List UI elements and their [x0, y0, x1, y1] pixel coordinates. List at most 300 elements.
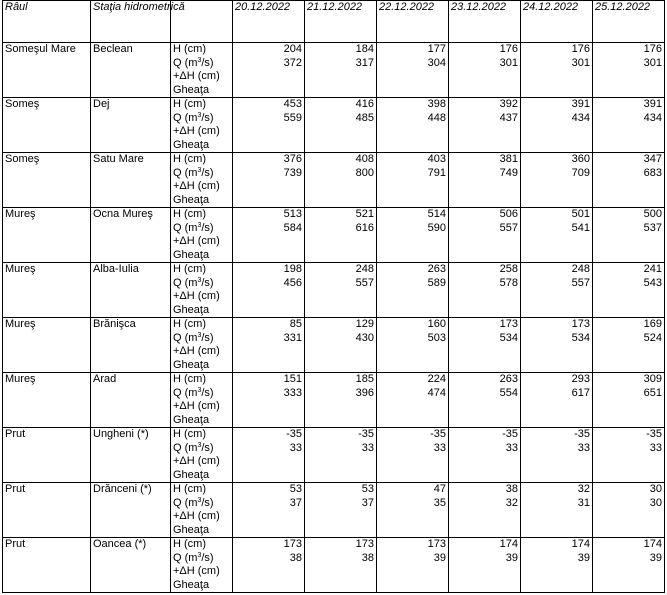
param-q-prefix: Q (m [173, 551, 198, 564]
h-value: 173 [499, 318, 518, 330]
value-cell [593, 43, 665, 98]
value-cell [521, 208, 593, 263]
value-cell [377, 428, 449, 483]
station-cell: Alba-Iulia [91, 263, 171, 318]
value-cell [449, 43, 521, 98]
value-cell [593, 538, 665, 593]
h-value: 391 [643, 98, 662, 110]
q-value: 39 [505, 551, 518, 564]
q-value: 434 [643, 111, 662, 124]
value-cell [233, 208, 305, 263]
param-q-label [173, 552, 230, 566]
station-cell: Brănişca [91, 318, 171, 373]
q-value: 537 [643, 221, 662, 234]
q-value: 485 [355, 111, 374, 124]
q-value: 30 [649, 496, 662, 509]
h-value: 32 [577, 483, 590, 495]
river-cell: Mureş [3, 263, 91, 318]
h-value: 30 [649, 483, 662, 495]
param-q-prefix: Q (m [173, 276, 198, 289]
q-value: 437 [499, 111, 518, 124]
h-value: 53 [361, 483, 374, 495]
value-cell [449, 208, 521, 263]
q-value: 331 [283, 331, 302, 344]
param-ice-label: Gheaţa [173, 413, 210, 426]
value-cell [233, 538, 305, 593]
header-date: 24.12.2022 [521, 1, 593, 43]
q-value: 39 [649, 551, 662, 564]
param-q-label [173, 387, 230, 401]
value-cell [305, 153, 377, 208]
q-value: 557 [355, 276, 374, 289]
param-dh-label: +ΔH (cm) [173, 70, 220, 82]
q-value: 584 [283, 221, 302, 234]
h-value: 453 [283, 98, 302, 110]
param-h-label: H (cm) [173, 428, 206, 440]
river-cell: Prut [3, 428, 91, 483]
value-cell [521, 373, 593, 428]
value-cell [449, 263, 521, 318]
header-date: 25.12.2022 [593, 1, 665, 43]
table-row [3, 153, 665, 208]
value-cell [233, 98, 305, 153]
station-cell: Drănceni (*) [91, 483, 171, 538]
value-cell [305, 208, 377, 263]
q-value: 38 [289, 551, 302, 564]
param-cell [171, 318, 233, 373]
q-value: 557 [571, 276, 590, 289]
q-value: 800 [355, 166, 374, 179]
table-row [3, 43, 665, 98]
q-value: 616 [355, 221, 374, 234]
h-value: 160 [427, 318, 446, 330]
table-row [3, 538, 665, 593]
param-q-label [173, 222, 230, 236]
q-value: 456 [283, 276, 302, 289]
value-cell [449, 318, 521, 373]
value-cell [377, 98, 449, 153]
table-body [3, 43, 665, 593]
value-cell [521, 153, 593, 208]
q-value: 37 [289, 496, 302, 509]
q-value: 557 [499, 221, 518, 234]
h-value: 204 [283, 43, 302, 55]
h-value: 53 [289, 483, 302, 495]
param-h-label: H (cm) [173, 153, 206, 165]
h-value: 248 [571, 263, 590, 275]
param-cell [171, 43, 233, 98]
param-q-label [173, 332, 230, 346]
param-q-sup: 3 [197, 551, 202, 559]
q-value: 35 [433, 496, 446, 509]
param-q-label [173, 57, 230, 71]
table-row [3, 428, 665, 483]
value-cell [233, 483, 305, 538]
h-value: 391 [571, 98, 590, 110]
value-cell [449, 373, 521, 428]
param-cell [171, 263, 233, 318]
table-header-row [3, 1, 665, 43]
h-value: 176 [643, 43, 662, 55]
param-cell [171, 428, 233, 483]
h-value: 176 [499, 43, 518, 55]
param-ice-label: Gheaţa [173, 303, 210, 316]
value-cell [233, 153, 305, 208]
h-value: 169 [643, 318, 662, 330]
header-date: 22.12.2022 [377, 1, 449, 43]
q-value: 301 [571, 56, 590, 69]
param-h-label: H (cm) [173, 208, 206, 220]
param-q-sup: 3 [197, 331, 202, 339]
value-cell [305, 318, 377, 373]
q-value: 39 [577, 551, 590, 564]
h-value: 376 [283, 153, 302, 165]
h-value: 360 [571, 153, 590, 165]
value-cell [521, 538, 593, 593]
value-cell [593, 263, 665, 318]
q-value: 333 [283, 386, 302, 399]
param-q-label [173, 497, 230, 511]
value-cell [593, 208, 665, 263]
h-value: -35 [646, 428, 662, 440]
h-value: -35 [358, 428, 374, 440]
value-cell [377, 263, 449, 318]
param-q-suffix: /s) [201, 221, 214, 234]
q-value: 448 [427, 111, 446, 124]
h-value: 398 [427, 98, 446, 110]
h-value: 521 [355, 208, 374, 220]
q-value: 554 [499, 386, 518, 399]
param-cell [171, 373, 233, 428]
value-cell [521, 263, 593, 318]
q-value: 651 [643, 386, 662, 399]
param-ice-label: Gheaţa [173, 578, 210, 591]
value-cell [377, 538, 449, 593]
value-cell [305, 428, 377, 483]
value-cell [377, 153, 449, 208]
h-value: 258 [499, 263, 518, 275]
station-cell: Satu Mare [91, 153, 171, 208]
q-value: 304 [427, 56, 446, 69]
param-q-suffix: /s) [201, 56, 214, 69]
value-cell [305, 43, 377, 98]
table-row [3, 263, 665, 318]
value-cell [377, 208, 449, 263]
header-date: 23.12.2022 [449, 1, 521, 43]
value-cell [521, 43, 593, 98]
header-river: Râul [3, 1, 91, 43]
q-value: 683 [643, 166, 662, 179]
param-dh-label: +ΔH (cm) [173, 565, 220, 577]
h-value: 392 [499, 98, 518, 110]
param-q-sup: 3 [197, 166, 202, 174]
param-dh-label: +ΔH (cm) [173, 125, 220, 137]
h-value: -35 [574, 428, 590, 440]
param-ice-label: Gheaţa [173, 83, 210, 96]
param-ice-label: Gheaţa [173, 358, 210, 371]
param-q-prefix: Q (m [173, 386, 198, 399]
param-q-label [173, 167, 230, 181]
h-value: 513 [283, 208, 302, 220]
h-value: 173 [355, 538, 374, 550]
param-cell [171, 98, 233, 153]
param-q-suffix: /s) [201, 441, 214, 454]
q-value: 578 [499, 276, 518, 289]
value-cell [305, 373, 377, 428]
param-q-sup: 3 [197, 56, 202, 64]
h-value: 514 [427, 208, 446, 220]
value-cell [377, 373, 449, 428]
h-value: 184 [355, 43, 374, 55]
param-cell [171, 153, 233, 208]
h-value: 381 [499, 153, 518, 165]
param-q-prefix: Q (m [173, 331, 198, 344]
value-cell [521, 428, 593, 483]
h-value: 185 [355, 373, 374, 385]
table-row [3, 483, 665, 538]
q-value: 38 [361, 551, 374, 564]
param-q-label [173, 112, 230, 126]
param-q-suffix: /s) [201, 551, 214, 564]
value-cell [449, 538, 521, 593]
param-q-suffix: /s) [201, 496, 214, 509]
param-dh-label: +ΔH (cm) [173, 455, 220, 467]
value-cell [593, 318, 665, 373]
param-dh-label: +ΔH (cm) [173, 510, 220, 522]
value-cell [233, 263, 305, 318]
q-value: 749 [499, 166, 518, 179]
q-value: 33 [433, 441, 446, 454]
h-value: 173 [571, 318, 590, 330]
h-value: 416 [355, 98, 374, 110]
param-q-sup: 3 [197, 386, 202, 394]
h-value: 241 [643, 263, 662, 275]
param-ice-label: Gheaţa [173, 193, 210, 206]
value-cell [521, 483, 593, 538]
param-q-label [173, 277, 230, 291]
q-value: 791 [427, 166, 446, 179]
param-h-label: H (cm) [173, 43, 206, 55]
param-q-sup: 3 [197, 221, 202, 229]
param-dh-label: +ΔH (cm) [173, 400, 220, 412]
header-station: Staţia hidrometrică [91, 1, 171, 43]
param-q-suffix: /s) [201, 276, 214, 289]
h-value: 47 [433, 483, 446, 495]
value-cell [449, 153, 521, 208]
value-cell [233, 373, 305, 428]
h-value: 173 [427, 538, 446, 550]
h-value: 85 [289, 318, 302, 330]
q-value: 534 [499, 331, 518, 344]
param-cell [171, 483, 233, 538]
q-value: 33 [361, 441, 374, 454]
param-ice-label: Gheaţa [173, 523, 210, 536]
param-q-sup: 3 [197, 496, 202, 504]
param-dh-label: +ΔH (cm) [173, 345, 220, 357]
param-cell [171, 208, 233, 263]
table-row [3, 318, 665, 373]
param-q-suffix: /s) [201, 331, 214, 344]
river-cell: Prut [3, 483, 91, 538]
value-cell [233, 428, 305, 483]
q-value: 396 [355, 386, 374, 399]
q-value: 32 [505, 496, 518, 509]
h-value: 263 [499, 373, 518, 385]
q-value: 617 [571, 386, 590, 399]
h-value: 263 [427, 263, 446, 275]
param-q-label [173, 442, 230, 456]
h-value: 248 [355, 263, 374, 275]
station-cell: Ocna Mureş [91, 208, 171, 263]
q-value: 590 [427, 221, 446, 234]
param-dh-label: +ΔH (cm) [173, 180, 220, 192]
h-value: 293 [571, 373, 590, 385]
param-h-label: H (cm) [173, 373, 206, 385]
station-cell: Arad [91, 373, 171, 428]
station-cell: Dej [91, 98, 171, 153]
river-cell: Mureş [3, 373, 91, 428]
table-row [3, 373, 665, 428]
value-cell [377, 43, 449, 98]
h-value: 174 [643, 538, 662, 550]
q-value: 589 [427, 276, 446, 289]
param-q-sup: 3 [197, 276, 202, 284]
param-q-prefix: Q (m [173, 56, 198, 69]
h-value: 176 [571, 43, 590, 55]
param-q-suffix: /s) [201, 166, 214, 179]
h-value: 151 [283, 373, 302, 385]
q-value: 739 [283, 166, 302, 179]
q-value: 301 [499, 56, 518, 69]
header-date: 20.12.2022 [233, 1, 305, 43]
river-cell: Mureş [3, 208, 91, 263]
h-value: 173 [283, 538, 302, 550]
param-h-label: H (cm) [173, 98, 206, 110]
param-h-label: H (cm) [173, 318, 206, 330]
param-dh-label: +ΔH (cm) [173, 290, 220, 302]
value-cell [593, 98, 665, 153]
value-cell [521, 318, 593, 373]
q-value: 543 [643, 276, 662, 289]
h-value: 177 [427, 43, 446, 55]
param-q-sup: 3 [197, 111, 202, 119]
h-value: 174 [571, 538, 590, 550]
h-value: 174 [499, 538, 518, 550]
value-cell [449, 483, 521, 538]
station-cell: Ungheni (*) [91, 428, 171, 483]
h-value: 403 [427, 153, 446, 165]
value-cell [233, 43, 305, 98]
h-value: 408 [355, 153, 374, 165]
param-q-suffix: /s) [201, 111, 214, 124]
h-value: 224 [427, 373, 446, 385]
value-cell [305, 538, 377, 593]
value-cell [305, 98, 377, 153]
value-cell [593, 153, 665, 208]
param-h-label: H (cm) [173, 538, 206, 550]
q-value: 709 [571, 166, 590, 179]
q-value: 317 [355, 56, 374, 69]
param-q-prefix: Q (m [173, 221, 198, 234]
q-value: 434 [571, 111, 590, 124]
q-value: 33 [505, 441, 518, 454]
q-value: 31 [577, 496, 590, 509]
river-cell: Someşul Mare [3, 43, 91, 98]
param-q-prefix: Q (m [173, 166, 198, 179]
q-value: 503 [427, 331, 446, 344]
river-cell: Someş [3, 153, 91, 208]
value-cell [377, 483, 449, 538]
param-q-prefix: Q (m [173, 496, 198, 509]
q-value: 37 [361, 496, 374, 509]
h-value: -35 [286, 428, 302, 440]
hydro-table-container [2, 0, 664, 593]
q-value: 33 [289, 441, 302, 454]
param-h-label: H (cm) [173, 263, 206, 275]
table-row [3, 208, 665, 263]
river-cell: Mureş [3, 318, 91, 373]
value-cell [305, 263, 377, 318]
value-cell [305, 483, 377, 538]
q-value: 474 [427, 386, 446, 399]
h-value: -35 [502, 428, 518, 440]
param-h-label: H (cm) [173, 483, 206, 495]
hydro-table [2, 0, 665, 593]
q-value: 541 [571, 221, 590, 234]
q-value: 301 [643, 56, 662, 69]
h-value: 198 [283, 263, 302, 275]
value-cell [449, 98, 521, 153]
q-value: 372 [283, 56, 302, 69]
param-q-prefix: Q (m [173, 111, 198, 124]
param-q-prefix: Q (m [173, 441, 198, 454]
value-cell [521, 98, 593, 153]
h-value: 309 [643, 373, 662, 385]
h-value: 129 [355, 318, 374, 330]
param-dh-label: +ΔH (cm) [173, 235, 220, 247]
param-cell [171, 538, 233, 593]
q-value: 39 [433, 551, 446, 564]
station-cell: Beclean [91, 43, 171, 98]
value-cell [449, 428, 521, 483]
value-cell [233, 318, 305, 373]
q-value: 524 [643, 331, 662, 344]
river-cell: Someş [3, 98, 91, 153]
h-value: 506 [499, 208, 518, 220]
param-ice-label: Gheaţa [173, 138, 210, 151]
h-value: 501 [571, 208, 590, 220]
header-date: 21.12.2022 [305, 1, 377, 43]
h-value: -35 [430, 428, 446, 440]
value-cell [377, 318, 449, 373]
param-ice-label: Gheaţa [173, 468, 210, 481]
q-value: 430 [355, 331, 374, 344]
q-value: 534 [571, 331, 590, 344]
h-value: 347 [643, 153, 662, 165]
value-cell [593, 483, 665, 538]
h-value: 500 [643, 208, 662, 220]
param-q-sup: 3 [197, 441, 202, 449]
value-cell [593, 428, 665, 483]
q-value: 33 [649, 441, 662, 454]
q-value: 559 [283, 111, 302, 124]
river-cell: Prut [3, 538, 91, 593]
param-q-suffix: /s) [201, 386, 214, 399]
value-cell [593, 373, 665, 428]
q-value: 33 [577, 441, 590, 454]
table-row [3, 98, 665, 153]
h-value: 38 [505, 483, 518, 495]
